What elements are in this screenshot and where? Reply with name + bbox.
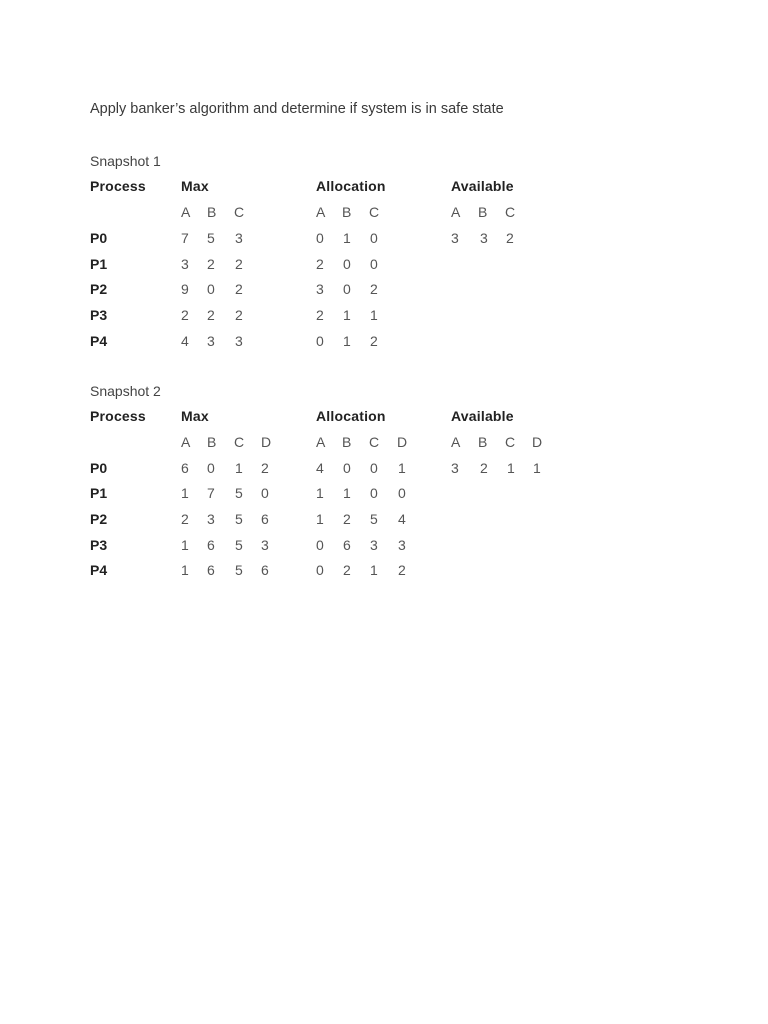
available-b: 3 — [480, 230, 488, 246]
max-d: 2 — [261, 460, 269, 476]
header-allocation: Allocation — [316, 178, 386, 194]
allocation-c: 0 — [370, 230, 378, 246]
allocation-b: 2 — [343, 511, 351, 527]
allocation-b: 0 — [343, 281, 351, 297]
max-b: 3 — [207, 333, 215, 349]
max-a: 4 — [181, 333, 189, 349]
allocation-c: 5 — [370, 511, 378, 527]
max-a: 9 — [181, 281, 189, 297]
allocation-resource-b: B — [342, 434, 352, 450]
allocation-c: 2 — [370, 281, 378, 297]
allocation-a: 0 — [316, 333, 324, 349]
max-d: 6 — [261, 562, 269, 578]
allocation-d: 1 — [398, 460, 406, 476]
max-a: 3 — [181, 256, 189, 272]
allocation-a: 0 — [316, 537, 324, 553]
allocation-a: 1 — [316, 511, 324, 527]
max-b: 3 — [207, 511, 215, 527]
allocation-b: 1 — [343, 333, 351, 349]
snapshot-label: Snapshot 1 — [90, 153, 161, 169]
max-b: 2 — [207, 307, 215, 323]
process-id: P4 — [90, 333, 108, 349]
max-b: 6 — [207, 537, 215, 553]
allocation-d: 4 — [398, 511, 406, 527]
process-id: P1 — [90, 485, 108, 501]
max-b: 7 — [207, 485, 215, 501]
max-c: 5 — [235, 511, 243, 527]
available-b: 2 — [480, 460, 488, 476]
max-b: 0 — [207, 281, 215, 297]
max-b: 2 — [207, 256, 215, 272]
allocation-a: 0 — [316, 230, 324, 246]
available-c: 2 — [506, 230, 514, 246]
available-resource-c: C — [505, 204, 516, 220]
max-resource-b: B — [207, 204, 217, 220]
available-resource-a: A — [451, 204, 461, 220]
available-resource-a: A — [451, 434, 461, 450]
allocation-b: 6 — [343, 537, 351, 553]
max-resource-d: D — [261, 434, 272, 450]
available-resource-b: B — [478, 434, 488, 450]
available-resource-c: C — [505, 434, 516, 450]
process-id: P0 — [90, 460, 108, 476]
allocation-c: 0 — [370, 256, 378, 272]
allocation-b: 2 — [343, 562, 351, 578]
max-d: 6 — [261, 511, 269, 527]
header-available: Available — [451, 408, 514, 424]
max-b: 5 — [207, 230, 215, 246]
allocation-b: 0 — [343, 460, 351, 476]
header-process: Process — [90, 178, 146, 194]
header-max: Max — [181, 408, 209, 424]
max-c: 5 — [235, 485, 243, 501]
header-available: Available — [451, 178, 514, 194]
allocation-a: 4 — [316, 460, 324, 476]
max-a: 1 — [181, 537, 189, 553]
max-c: 2 — [235, 307, 243, 323]
allocation-c: 3 — [370, 537, 378, 553]
allocation-a: 3 — [316, 281, 324, 297]
process-id: P4 — [90, 562, 108, 578]
header-process: Process — [90, 408, 146, 424]
available-resource-b: B — [478, 204, 488, 220]
max-resource-a: A — [181, 434, 191, 450]
available-c: 1 — [507, 460, 515, 476]
allocation-a: 0 — [316, 562, 324, 578]
allocation-a: 2 — [316, 256, 324, 272]
allocation-c: 0 — [370, 460, 378, 476]
max-c: 2 — [235, 281, 243, 297]
max-c: 3 — [235, 333, 243, 349]
max-b: 0 — [207, 460, 215, 476]
snapshot-label: Snapshot 2 — [90, 383, 161, 399]
process-id: P3 — [90, 307, 108, 323]
max-d: 0 — [261, 485, 269, 501]
allocation-d: 2 — [398, 562, 406, 578]
process-id: P3 — [90, 537, 108, 553]
max-a: 1 — [181, 562, 189, 578]
allocation-b: 1 — [343, 307, 351, 323]
allocation-b: 1 — [343, 230, 351, 246]
header-max: Max — [181, 178, 209, 194]
allocation-c: 2 — [370, 333, 378, 349]
allocation-c: 1 — [370, 562, 378, 578]
process-id: P0 — [90, 230, 108, 246]
allocation-b: 0 — [343, 256, 351, 272]
max-resource-b: B — [207, 434, 217, 450]
allocation-resource-a: A — [316, 204, 326, 220]
allocation-d: 3 — [398, 537, 406, 553]
allocation-resource-b: B — [342, 204, 352, 220]
max-a: 1 — [181, 485, 189, 501]
max-resource-a: A — [181, 204, 191, 220]
available-d: 1 — [533, 460, 541, 476]
allocation-resource-c: C — [369, 434, 380, 450]
allocation-a: 2 — [316, 307, 324, 323]
max-d: 3 — [261, 537, 269, 553]
max-c: 5 — [235, 537, 243, 553]
process-id: P2 — [90, 511, 108, 527]
max-resource-c: C — [234, 204, 245, 220]
allocation-c: 0 — [370, 485, 378, 501]
allocation-a: 1 — [316, 485, 324, 501]
max-resource-c: C — [234, 434, 245, 450]
available-a: 3 — [451, 460, 459, 476]
process-id: P1 — [90, 256, 108, 272]
header-allocation: Allocation — [316, 408, 386, 424]
allocation-resource-a: A — [316, 434, 326, 450]
max-b: 6 — [207, 562, 215, 578]
max-c: 3 — [235, 230, 243, 246]
max-c: 2 — [235, 256, 243, 272]
process-id: P2 — [90, 281, 108, 297]
max-a: 2 — [181, 307, 189, 323]
max-c: 5 — [235, 562, 243, 578]
allocation-resource-c: C — [369, 204, 380, 220]
max-a: 6 — [181, 460, 189, 476]
available-a: 3 — [451, 230, 459, 246]
allocation-d: 0 — [398, 485, 406, 501]
allocation-resource-d: D — [397, 434, 408, 450]
max-c: 1 — [235, 460, 243, 476]
allocation-c: 1 — [370, 307, 378, 323]
max-a: 2 — [181, 511, 189, 527]
document-title: Apply banker’s algorithm and determine if system is in safe state — [90, 101, 504, 117]
allocation-b: 1 — [343, 485, 351, 501]
available-resource-d: D — [532, 434, 543, 450]
max-a: 7 — [181, 230, 189, 246]
